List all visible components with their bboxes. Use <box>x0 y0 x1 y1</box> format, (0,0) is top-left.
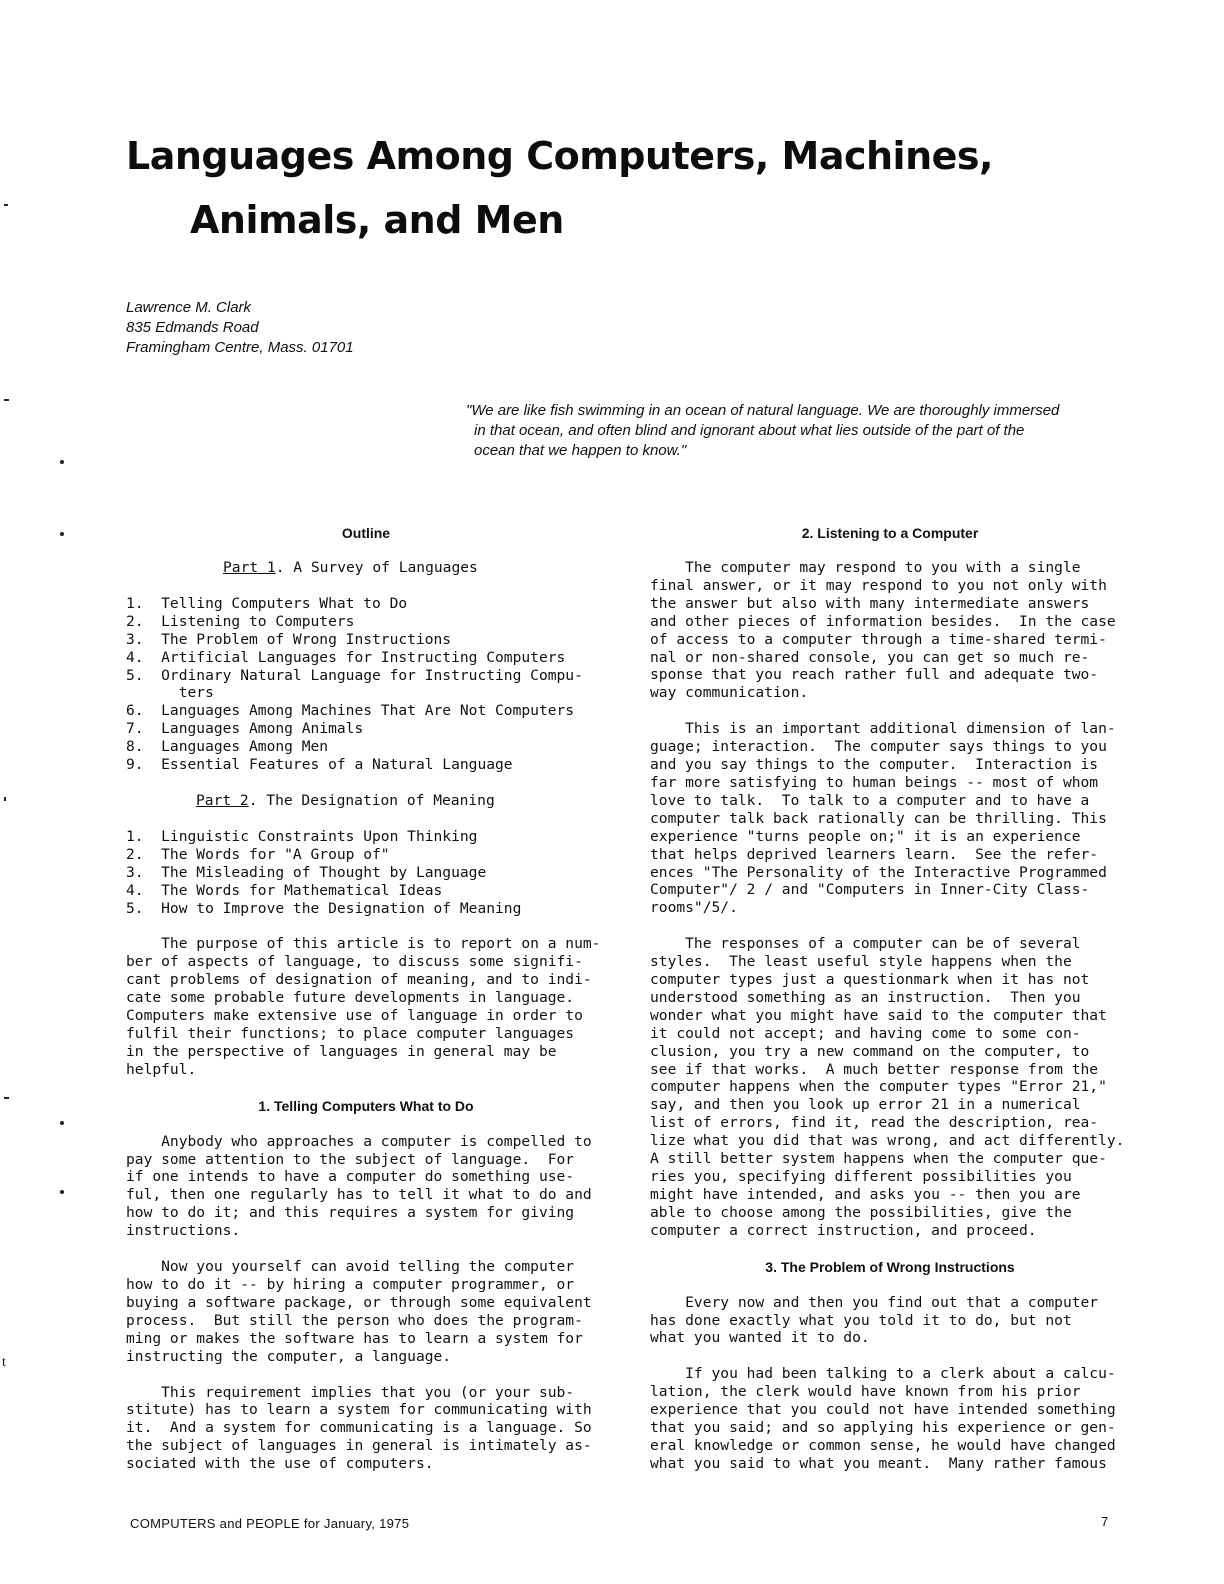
epigraph-line: in that ocean, and often blind and ignorant about what lies outside of the part of the <box>474 422 1025 439</box>
part2-heading <box>126 792 606 810</box>
section1-paragraph: This requirement implies that you (or your sub- stitute) has to learn a system for communicating with it. And a system for communicating is a language. So the subject of languages in general is intimately as- sociated with the use of computers. <box>126 1383 592 1473</box>
left-column <box>126 524 606 1473</box>
right-column <box>650 524 1130 1473</box>
scan-mark <box>60 1190 64 1194</box>
section1-heading: 1. Telling Computers What to Do <box>258 1097 474 1114</box>
section2-paragraph: This is an important additional dimension of lan- guage; interaction. The computer says things to you and you say things to the computer. Interaction is far more satisfying to human beings -- most of whom love to talk. To talk to a computer and to have a computer talk back rationally can be thrilling. This experience "turns people on;" it is an experience that helps deprived learners learn. See the refer- ences "The Personality of the Interactive Programmed Computer"/ 2 / and "Computers in Inner-City Class- rooms"/5/. <box>650 720 1116 917</box>
scan-mark <box>60 1121 64 1125</box>
scan-mark <box>60 460 64 464</box>
scan-mark <box>4 399 9 401</box>
section3-paragraph: Every now and then you find out that a computer has done exactly what you told it to do, but not what you wanted it to do. <box>650 1293 1099 1347</box>
section1-paragraph: Anybody who approaches a computer is compelled to pay some attention to the subject of language. For if one intends to have a computer do something use- ful, then one regularly has to tell it what to do and how to do it; and this requires a system for giving instructions. <box>126 1132 592 1240</box>
part1-heading <box>126 559 606 577</box>
scan-mark <box>4 1097 9 1099</box>
scan-mark <box>4 204 8 206</box>
footer-publication: COMPUTERS and PEOPLE for January, 1975 <box>130 1516 410 1531</box>
intro-paragraph: The purpose of this article is to report on a num- ber of aspects of language, to discuss some signifi- cant problems of designation of meaning, and to indi- cate some probable future developments in language. Computers make extensive use of language in order to fulfil their functions; to place computer languages in the perspective of languages in general may be helpful. <box>126 935 601 1078</box>
part1-label: Part 1 <box>223 559 276 576</box>
author-street: 835 Edmands Road <box>126 319 259 336</box>
author-block <box>126 298 354 358</box>
author-name: Lawrence M. Clark <box>126 299 252 316</box>
outline-part2-list: 1. Linguistic Constraints Upon Thinking 2. The Words for "A Group of" 3. The Misleading of Thought by Language 4. The Words for Mathematical Ideas 5. How to Improve the Designation of Meaning <box>126 827 522 917</box>
section3-paragraph: If you had been talking to a clerk about a calcu- lation, the clerk would have known from his prior experience that you could not have intended something that you said; and so applying his experience or gen- eral knowledge or common sense, he would have changed what you said to what you meant. Many rather famous <box>650 1365 1116 1472</box>
page-number: 7 <box>1101 1514 1109 1529</box>
epigraph-line: ocean that we happen to know." <box>474 442 687 459</box>
outline-part1-list: 1. Telling Computers What to Do 2. Listening to Computers 3. The Problem of Wrong Instructions 4. Artificial Languages for Instructing Computers 5. Ordinary Natural Language for Instructing Compu- ters 6. Languages Among Machines That Are Not Computers 7. Languages Among Animals 8. Languages Among Men 9. Essential Features of a Natural Language <box>126 594 583 774</box>
outline-heading: Outline <box>341 525 391 541</box>
part2-title: . The Designation of Meaning <box>248 791 495 809</box>
section1-paragraph: Now you yourself can avoid telling the computer how to do it -- by hiring a computer programmer, or buying a software package, or through some equivalent process. But still the person who does the program- ming or makes the software has to learn a system for instructing the computer, a language. <box>126 1258 592 1365</box>
scan-mark <box>60 532 64 536</box>
section2-paragraph: The computer may respond to you with a single final answer, or it may respond to you not only with the answer but also with many intermediate answers and other pieces of information besides. In the case of access to a computer through a time-shared termi- nal or non-shared console, you can get so much re- sponse that you reach rather full and adequate two- way communication. <box>650 559 1116 702</box>
author-city: Framingham Centre, Mass. 01701 <box>126 339 354 356</box>
part1-title: . A Survey of Languages <box>275 559 478 576</box>
part2-label: Part 2 <box>196 791 249 809</box>
scan-mark <box>4 797 6 801</box>
article-title <box>126 124 1026 252</box>
epigraph-line: "We are like fish swimming in an ocean of natural language. We are thoroughly immersed <box>466 402 1060 419</box>
title-line-2: Animals, and Men <box>190 198 564 242</box>
margin-letter: t <box>2 1355 6 1370</box>
epigraph <box>466 401 1126 461</box>
section2-paragraph: The responses of a computer can be of several styles. The least useful style happens when the computer types just a questionmark when it has not understood something as an instruction. Then you wonder what you might have said to the computer that it could not accept; and having come to some con- clusion, you try a new command on the computer, to see if that works. A much better response from the computer happens when the computer types "Error 21," say, and then you look up error 21 in a numerical list of errors, find it, read the description, rea- lize what you did that was wrong, and act differently. A still better system happens when the computer que- ries you, specifying different possibilities you might have intended, and asks you -- then you are able to choose among the possibilities, give the computer a correct instruction, and proceed. <box>650 935 1125 1239</box>
title-line-1: Languages Among Computers, Machines, <box>126 134 993 178</box>
section2-heading: 2. Listening to a Computer <box>801 525 979 541</box>
section3-heading: 3. The Problem of Wrong Instructions <box>765 1258 1015 1275</box>
